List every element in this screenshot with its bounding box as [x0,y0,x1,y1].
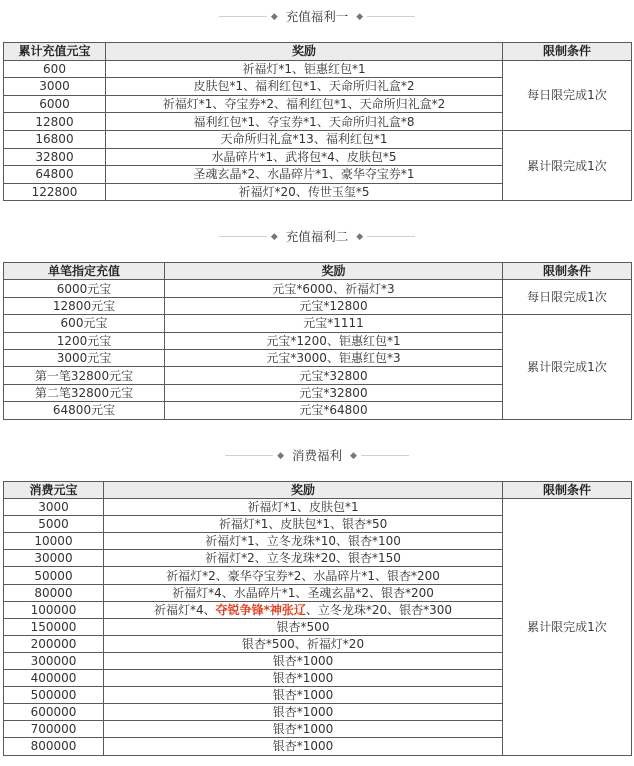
amount-cell: 16800 [4,130,106,148]
diamond-icon: ◆ [277,450,284,461]
amount-cell: 150000 [4,618,104,635]
reward-cell: 祈福灯*20、传世玉玺*5 [106,183,503,201]
reward-cell: 水晶碎片*1、武将包*4、皮肤包*5 [106,148,503,166]
column-header: 限制条件 [503,263,632,280]
section-title: 充值福利一 [285,8,349,24]
amount-cell: 10000 [4,533,104,550]
reward-cell: 银杏*1000 [104,652,503,669]
amount-cell: 3000 [4,78,106,96]
amount-cell: 第二笔32800元宝 [4,384,165,401]
reward-cell: 银杏*1000 [104,704,503,721]
limit-cell: 累计限完成1次 [503,315,632,419]
amount-cell: 500000 [4,687,104,704]
amount-cell: 600000 [4,704,104,721]
amount-cell: 64800元宝 [4,402,165,419]
amount-cell: 80000 [4,584,104,601]
amount-cell: 50000 [4,567,104,584]
reward-cell: 银杏*500 [104,618,503,635]
amount-cell: 122800 [4,183,106,201]
amount-cell: 32800 [4,148,106,166]
amount-cell: 200000 [4,635,104,652]
reward-cell: 元宝*32800 [165,367,503,384]
reward-cell: 圣魂玄晶*2、水晶碎片*1、豪华夺宝券*1 [106,166,503,184]
reward-cell: 银杏*500、祈福灯*20 [104,635,503,652]
amount-cell: 5000 [4,516,104,533]
reward-cell: 银杏*1000 [104,738,503,755]
reward-cell: 元宝*32800 [165,384,503,401]
recharge-bonus-table-1 [3,42,632,201]
amount-cell: 600 [4,60,106,78]
divider-left [225,455,273,456]
diamond-icon: ◆ [350,450,357,461]
amount-cell: 300000 [4,652,104,669]
limit-cell: 累计限完成1次 [503,130,632,200]
column-header: 奖励 [106,43,503,61]
amount-cell: 3000元宝 [4,349,165,366]
reward-cell: 祈福灯*1、钜惠红包*1 [106,60,503,78]
reward-cell: 银杏*1000 [104,687,503,704]
reward-cell: 祈福灯*4、水晶碎片*1、圣魂玄晶*2、银杏*200 [104,584,503,601]
table-row [4,130,632,148]
diamond-icon: ◆ [270,11,278,22]
reward-cell: 祈福灯*1、皮肤包*1、银杏*50 [104,516,503,533]
table-row [4,315,632,332]
amount-cell: 64800 [4,166,106,184]
reward-text: 、立冬龙珠*20、银杏*300 [305,602,453,617]
reward-cell: 祈福灯*1、夺宝券*2、福利红包*1、天命所归礼盒*2 [106,95,503,113]
amount-cell: 400000 [4,670,104,687]
column-header: 限制条件 [503,482,632,499]
table-header-row [4,43,632,61]
column-header: 奖励 [165,263,503,280]
highlight-reward: 夺锐争锋*神张辽 [215,602,306,617]
reward-cell: 祈福灯*2、豪华夺宝券*2、水晶碎片*1、银杏*200 [104,567,503,584]
column-header: 单笔指定充值 [4,263,165,280]
reward-cell: 元宝*1111 [165,315,503,332]
amount-cell: 1200元宝 [4,332,165,349]
limit-cell: 累计限完成1次 [503,499,632,755]
consumption-bonus-table [3,481,632,756]
table-row [4,499,632,516]
limit-cell: 每日限完成1次 [503,60,632,130]
amount-cell: 30000 [4,550,104,567]
reward-cell [104,601,503,618]
reward-cell: 祈福灯*1、立冬龙珠*10、银杏*100 [104,533,503,550]
column-header: 累计充值元宝 [4,43,106,61]
reward-cell: 元宝*6000、祈福灯*3 [165,280,503,297]
column-header: 限制条件 [503,43,632,61]
diamond-icon: ◆ [356,231,364,242]
reward-cell: 祈福灯*1、皮肤包*1 [104,499,503,516]
amount-cell: 600元宝 [4,315,165,332]
reward-cell: 天命所归礼盒*13、福利红包*1 [106,130,503,148]
amount-cell: 12800 [4,113,106,131]
reward-cell: 祈福灯*2、立冬龙珠*20、银杏*150 [104,550,503,567]
diamond-icon: ◆ [356,11,364,22]
table-header-row [4,263,632,280]
reward-cell: 银杏*1000 [104,670,503,687]
reward-cell: 元宝*1200、钜惠红包*1 [165,332,503,349]
divider-left [219,236,267,237]
reward-cell: 元宝*3000、钜惠红包*3 [165,349,503,366]
reward-cell: 元宝*64800 [165,402,503,419]
reward-cell: 元宝*12800 [165,297,503,314]
divider-right [367,16,415,17]
section-heading-1 [0,7,634,25]
amount-cell: 12800元宝 [4,297,165,314]
reward-text: 祈福灯*4、 [153,602,216,617]
table-header-row [4,482,632,499]
divider-right [367,236,415,237]
amount-cell: 6000 [4,95,106,113]
column-header: 消费元宝 [4,482,104,499]
reward-cell: 福利红包*1、夺宝券*1、天命所归礼盒*8 [106,113,503,131]
diamond-icon: ◆ [270,231,278,242]
amount-cell: 第一笔32800元宝 [4,367,165,384]
divider-left [219,16,267,17]
recharge-bonus-table-2 [3,262,632,420]
reward-cell: 皮肤包*1、福利红包*1、天命所归礼盒*2 [106,78,503,96]
section-heading-3 [0,446,634,464]
limit-cell: 每日限完成1次 [503,280,632,315]
amount-cell: 3000 [4,499,104,516]
amount-cell: 700000 [4,721,104,738]
table-row [4,60,632,78]
amount-cell: 100000 [4,601,104,618]
section-title: 消费福利 [291,447,342,463]
amount-cell: 6000元宝 [4,280,165,297]
column-header: 奖励 [104,482,503,499]
table-row [4,280,632,297]
amount-cell: 800000 [4,738,104,755]
section-heading-2 [0,227,634,245]
divider-right [361,455,409,456]
section-title: 充值福利二 [285,228,349,244]
reward-cell: 银杏*1000 [104,721,503,738]
